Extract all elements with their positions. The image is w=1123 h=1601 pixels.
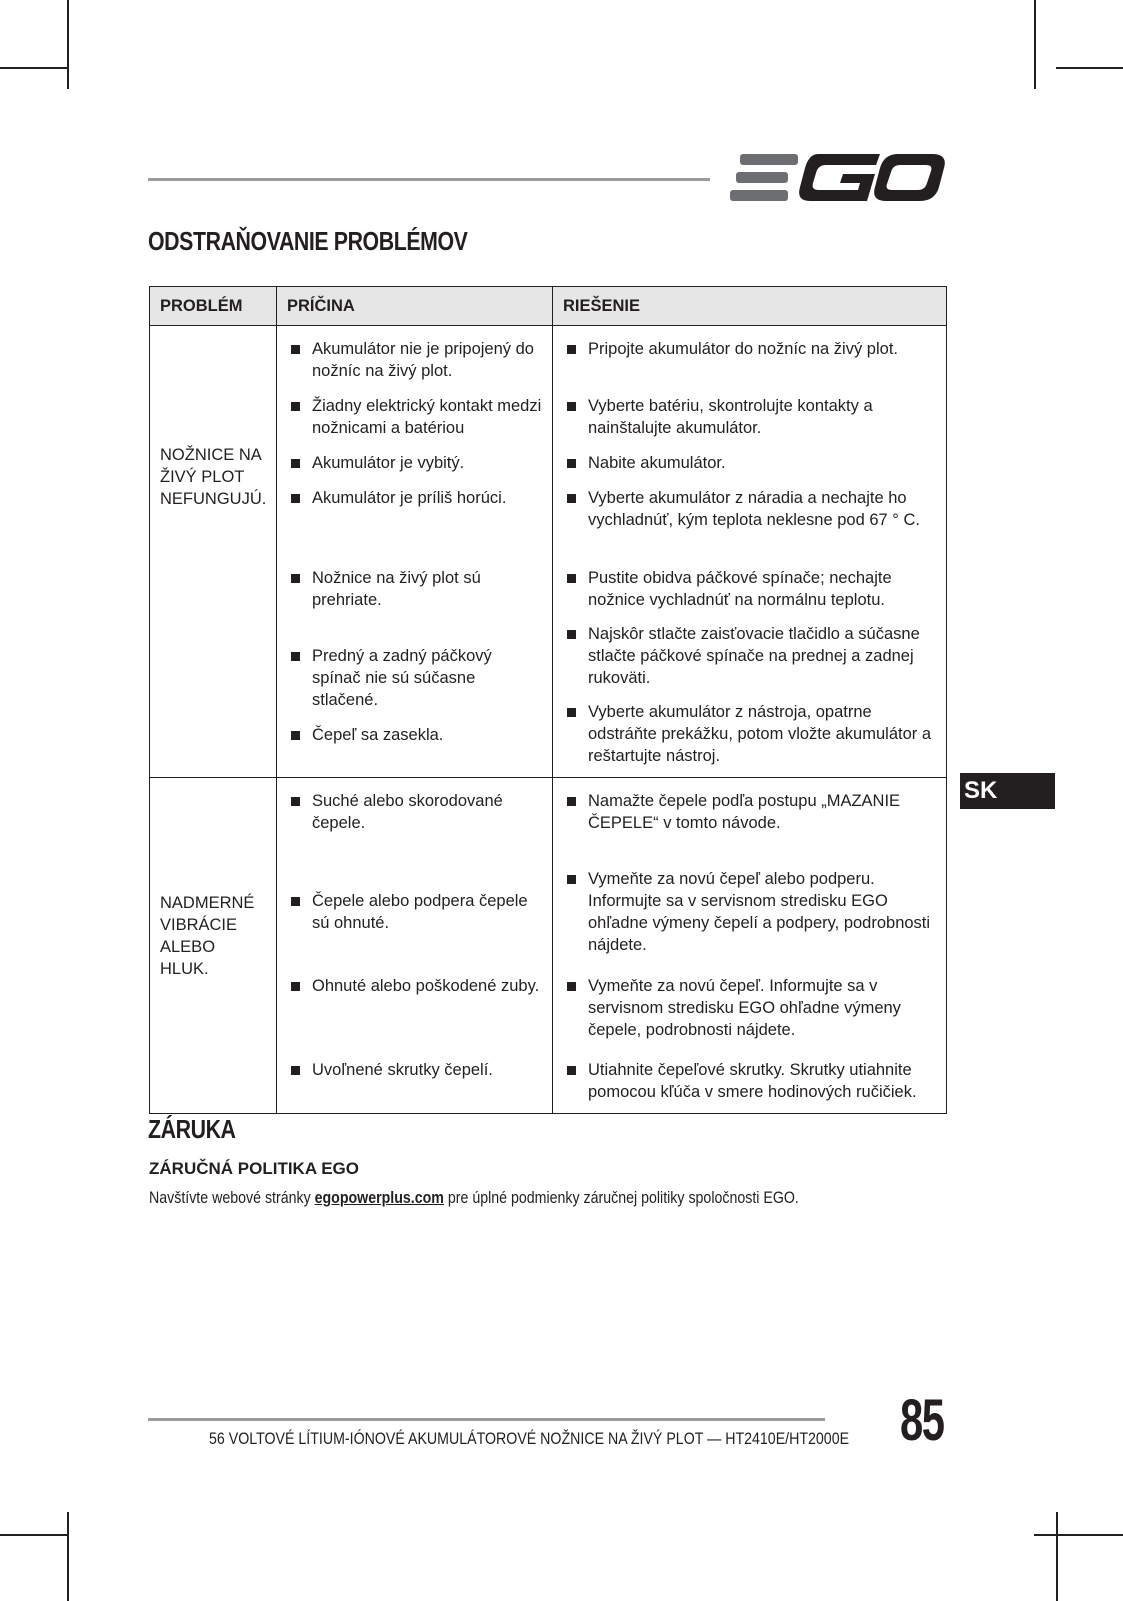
page-number: 85 — [900, 1388, 944, 1453]
header-solution: RIEŠENIE — [553, 287, 947, 326]
header-problem: PROBLÉM — [150, 287, 277, 326]
list-item: Čepeľ sa zasekla. — [277, 724, 552, 746]
square-bullet-icon — [291, 574, 300, 583]
list-item: Žiadny elektrický kontakt medzi nožnicami a batériou — [277, 395, 552, 439]
warranty-link[interactable]: egopowerplus.com — [314, 1189, 444, 1207]
list-item: Najskôr stlačte zaisťovacie tlačidlo a súčasne stlačte páčkové spínače na prednej a zadnej rukoväti. — [553, 623, 946, 689]
ego-logo — [730, 154, 946, 202]
list-item: Uvoľnené skrutky čepelí. — [277, 1059, 552, 1081]
header-rule — [148, 178, 710, 181]
warranty-title: ZÁRUKA — [148, 1114, 236, 1144]
list-item: Vyberte batériu, skontrolujte kontakty a nainštalujte akumulátor. — [553, 395, 946, 439]
solution-cell — [553, 778, 947, 1114]
list-item: Vymeňte za novú čepeľ alebo podperu. Informujte sa v servisnom stredisku EGO ohľadne výmeny čepelí a podpery, podrobnosti nájdete. — [553, 868, 946, 956]
square-bullet-icon — [567, 1066, 576, 1075]
square-bullet-icon — [567, 797, 576, 806]
list-item: Akumulátor je vybitý. — [277, 452, 552, 474]
troubleshooting-table — [149, 286, 947, 1114]
list-item: Nabite akumulátor. — [553, 452, 946, 474]
footer-text — [209, 1430, 953, 1449]
list-item: Namažte čepele podľa postupu „MAZANIE ČEPELE“ v tomto návode. — [553, 790, 946, 834]
table-row — [150, 778, 947, 1114]
square-bullet-icon — [567, 982, 576, 991]
warranty-text-after: pre úplné podmienky záručnej politiky spoločnosti EGO. — [443, 1189, 799, 1207]
list-item: Predný a zadný páčkový spínač nie sú súčasne stlačené. — [277, 645, 552, 711]
problem-label: NOŽNICE NA ŽIVÝ PLOT NEFUNGUJÚ. — [160, 445, 267, 508]
square-bullet-icon — [291, 897, 300, 906]
list-item: Utiahnite čepeľové skrutky. Skrutky utiahnite pomocou kľúča v smere hodinových ručičiek. — [553, 1059, 946, 1103]
list-item: Pripojte akumulátor do nožníc na živý plot. — [553, 338, 946, 360]
square-bullet-icon — [291, 652, 300, 661]
list-item: Vyberte akumulátor z nástroja, opatrne odstráňte prekážku, potom vložte akumulátor a reštartujte nástroj. — [553, 701, 946, 767]
square-bullet-icon — [291, 494, 300, 503]
square-bullet-icon — [291, 459, 300, 468]
warranty-text-before: Navštívte webové stránky — [149, 1189, 315, 1207]
square-bullet-icon — [567, 459, 576, 468]
footer-rule — [148, 1418, 825, 1421]
square-bullet-icon — [567, 708, 576, 717]
square-bullet-icon — [291, 345, 300, 354]
list-item: Akumulátor je príliš horúci. — [277, 487, 552, 509]
warranty-text — [149, 1189, 905, 1208]
square-bullet-icon — [291, 731, 300, 740]
square-bullet-icon — [567, 402, 576, 411]
cause-cell — [277, 778, 553, 1114]
list-item: Ohnuté alebo poškodené zuby. — [277, 975, 552, 997]
solution-cell — [553, 326, 947, 778]
language-tab: SK — [960, 773, 1055, 809]
list-item: Čepele alebo podpera čepele sú ohnuté. — [277, 890, 552, 934]
square-bullet-icon — [291, 982, 300, 991]
square-bullet-icon — [291, 1066, 300, 1075]
cause-cell — [277, 326, 553, 778]
list-item: Vyberte akumulátor z náradia a nechajte ho vychladnúť, kým teplota neklesne pod 67 ° C. — [553, 487, 946, 531]
warranty-subtitle: ZÁRUČNÁ POLITIKA EGO — [149, 1159, 359, 1178]
square-bullet-icon — [291, 402, 300, 411]
list-item: Nožnice na živý plot sú prehriate. — [277, 567, 552, 611]
list-item: Pustite obidva páčkové spínače; nechajte nožnice vychladnúť na normálnu teplotu. — [553, 567, 946, 611]
footer-label: 56 VOLTOVÉ LÍTIUM-IÓNOVÉ AKUMULÁTOROVÉ NOŽNICE NA ŽIVÝ PLOT — HT2410E/HT2000E — [209, 1430, 850, 1448]
list-item: Vymeňte za novú čepeľ. Informujte sa v servisnom stredisku EGO ohľadne výmeny čepele, podrobnosti nájdete. — [553, 975, 946, 1041]
problem-cell — [150, 326, 277, 778]
table-row — [150, 326, 947, 778]
square-bullet-icon — [567, 875, 576, 884]
square-bullet-icon — [291, 797, 300, 806]
square-bullet-icon — [567, 494, 576, 503]
list-item: Suché alebo skorodované čepele. — [277, 790, 552, 834]
header-cause: PRÍČINA — [277, 287, 553, 326]
square-bullet-icon — [567, 630, 576, 639]
square-bullet-icon — [567, 574, 576, 583]
problem-label: NADMERNÉ VIBRÁCIE ALEBO HLUK. — [160, 893, 255, 978]
square-bullet-icon — [567, 345, 576, 354]
troubleshooting-title: ODSTRAŇOVANIE PROBLÉMOV — [148, 226, 468, 256]
problem-cell — [150, 778, 277, 1114]
list-item: Akumulátor nie je pripojený do nožníc na živý plot. — [277, 338, 552, 382]
